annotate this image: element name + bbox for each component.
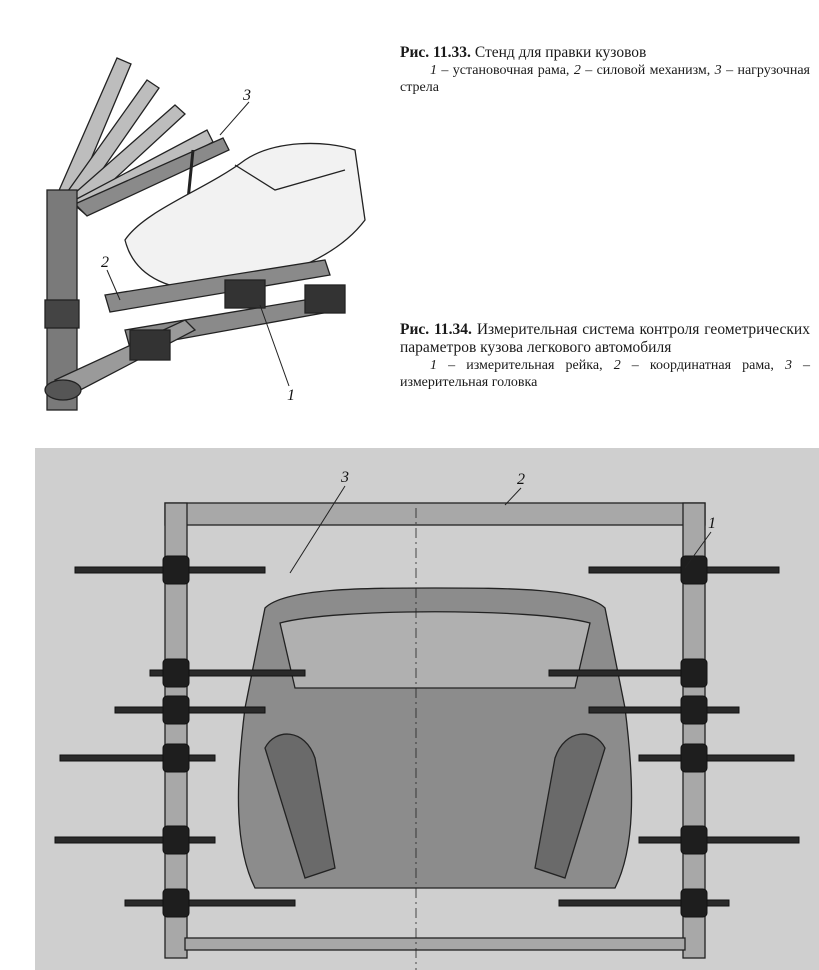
measuring-rail xyxy=(115,707,265,713)
rail-clamp xyxy=(681,744,707,772)
rail-clamp xyxy=(681,696,707,724)
callout-3: 3 xyxy=(341,469,349,486)
figure-11-33-caption xyxy=(400,44,810,96)
rail-clamp xyxy=(681,826,707,854)
legend-num: 3 xyxy=(714,63,722,78)
rail-clamp xyxy=(163,556,189,584)
callout-3: 3 xyxy=(243,87,251,104)
figure-legend: 1 – измерительная рейка, 2 – координатная рама, 3 – измерительная головка xyxy=(400,358,811,390)
measuring-rail xyxy=(639,837,799,843)
legend-num: 3 xyxy=(784,358,792,373)
figure-11-33-illustration xyxy=(35,30,390,415)
legend-num: 1 xyxy=(430,358,437,373)
measuring-rail xyxy=(55,837,215,843)
figure-title: Измерительная система контроля геометрических параметров кузова легкового автомобиля xyxy=(400,321,810,356)
legend-text: измерительная рейка, xyxy=(466,358,603,373)
legend-text: измерительная головка xyxy=(400,375,538,390)
rail-clamp xyxy=(163,826,189,854)
rail-clamp xyxy=(681,556,707,584)
legend-text: нагрузочная стрела xyxy=(400,63,810,95)
legend-text: силовой механизм, xyxy=(596,63,711,78)
measuring-rail xyxy=(589,707,739,713)
legend-num: 2 xyxy=(573,63,581,78)
figure-number: Рис. 11.34. xyxy=(400,321,472,338)
legend-num: 1 xyxy=(430,63,437,78)
callout-2: 2 xyxy=(517,471,525,488)
figure-number: Рис. 11.33. xyxy=(400,44,471,61)
rail-clamp xyxy=(163,889,189,917)
figure-11-34-caption xyxy=(400,321,810,391)
figure-11-34-illustration xyxy=(35,448,819,970)
rail-clamp xyxy=(681,659,707,687)
callout-1: 1 xyxy=(287,387,295,404)
callout-1: 1 xyxy=(708,515,716,532)
measuring-rail xyxy=(60,755,215,761)
measuring-rail xyxy=(639,755,794,761)
rail-clamp xyxy=(163,696,189,724)
callout-2: 2 xyxy=(101,254,109,271)
legend-text: установочная рама, xyxy=(452,63,570,78)
rail-clamp xyxy=(163,659,189,687)
figure-title: Стенд для правки кузовов xyxy=(474,44,647,61)
rail-clamp xyxy=(163,744,189,772)
legend-text: координатная рама, xyxy=(649,358,774,373)
measuring-rail xyxy=(125,900,295,906)
legend-num: 2 xyxy=(613,358,621,373)
figure-legend: 1 – установочная рама, 2 – силовой механизм, 3 – нагрузочная стрела xyxy=(400,63,810,95)
rail-clamp xyxy=(681,889,707,917)
